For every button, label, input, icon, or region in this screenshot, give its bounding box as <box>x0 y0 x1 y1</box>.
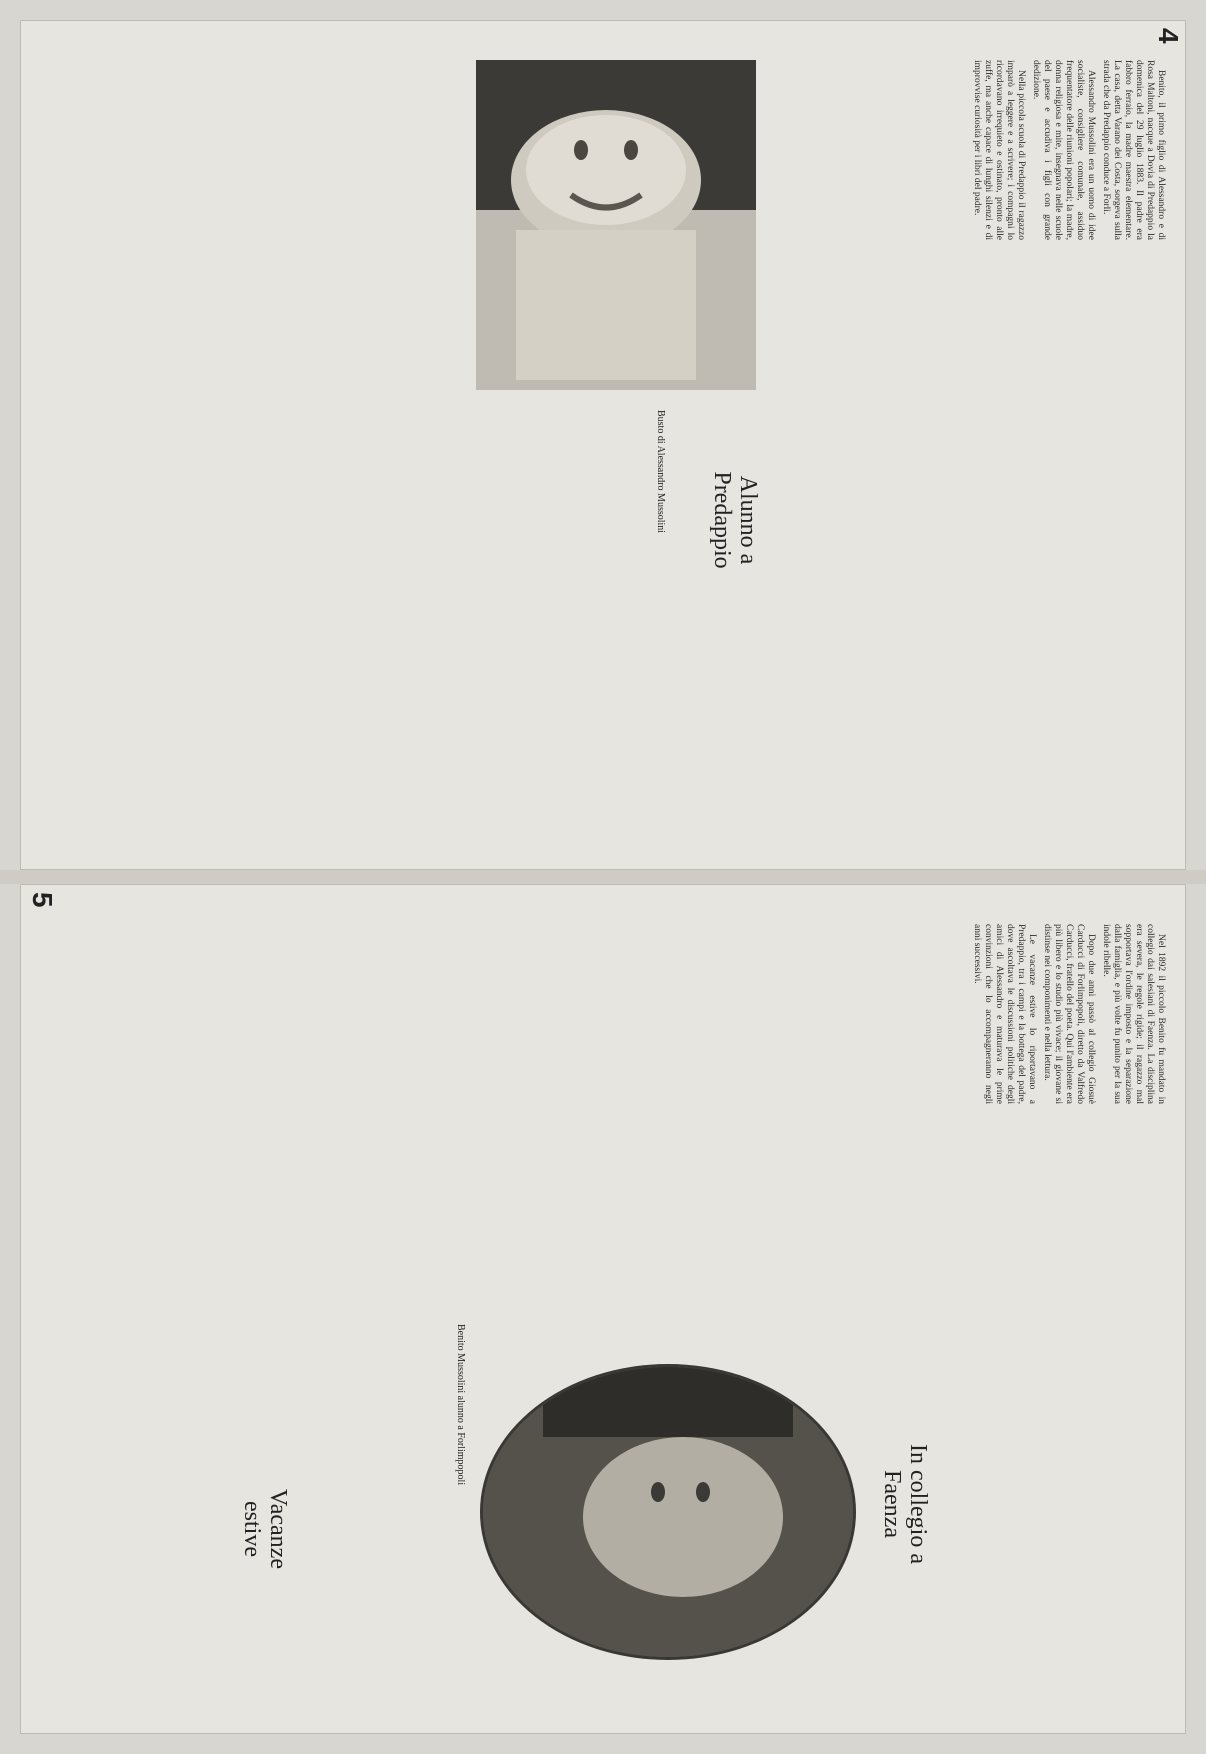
portrait-caption: Benito Mussolini alunno a Forlimpopoli <box>455 1324 466 1486</box>
top-paragraph-2: Alessandro Mussolini era un uomo di idee socialiste, consigliere comunale, assiduo frequentatore delle riunioni popolari; la madre, donna religiosa e mite, insegnava nelle scuole del paese e accudiva i figli con grande dedizione. <box>1031 60 1096 240</box>
bottom-paragraph-1: Nel 1892 il piccolo Benito fu mandato in collegio dai salesiani di Faenza. La disciplina era severa, le regole rigide; il ragazzo mal sopportava l'ordine imposto e la separazione dalla famiglia, e più volte fu punito per la sua indole ribelle. <box>1101 924 1166 1104</box>
page-top <box>20 20 1186 870</box>
portrait-oval-photo <box>480 1364 856 1660</box>
page-number-left: 4 <box>1153 28 1184 44</box>
page-gutter <box>0 870 1206 884</box>
heading-alunno-predappio: Alunno a Predappio <box>709 471 761 569</box>
bottom-paragraph-2: Dopo due anni passò al collegio Giosuè Carducci di Forlimpopoli, diretto da Valfredo Carducci, fratello del poeta. Qui l'ambiente era più libero e lo studio più vivace; il giovane si distinse nei componimenti e nella lettura. <box>1042 924 1096 1104</box>
bottom-paragraph-3: Le vacanze estive lo riportavano a Predappio, tra i campi e la bottega del padre, dove ascoltava le discussioni politiche degli amici di Alessandro e maturava le prime convinzioni che lo accompagneranno negli anni successivi. <box>972 924 1037 1104</box>
heading-collegio-faenza: In collegio a Faenza <box>879 1444 931 1564</box>
bottom-text-column-1 <box>926 924 1166 1104</box>
bust-photo <box>476 60 756 390</box>
top-text-column-1 <box>926 60 1166 240</box>
heading-vacanze-estive: Vacanze estive <box>239 1489 291 1569</box>
top-paragraph-3: Nella piccola scuola di Predappio il ragazzo imparò a leggere e a scrivere; i compagni lo ricordavano irrequieto e ostinato, pronto alle zuffe, ma anche capace di lunghi silenzi e di improvvise curiosità per i libri del padre. <box>972 60 1026 240</box>
page-bottom <box>20 884 1186 1734</box>
page-number-right: 5 <box>27 892 58 908</box>
top-paragraph-1: Benito, il primo figlio di Alessandro e di Rosa Maltoni, nacque a Dovia di Predappio la domenica del 29 luglio 1883. Il padre era fabbro ferraio, la madre maestra elementare. La casa, detta Varano dei Costa, sorgeva sulla strada che da Predappio conduce a Forlì. <box>1101 60 1166 240</box>
bust-caption: Busto di Alessandro Mussolini <box>655 410 666 534</box>
